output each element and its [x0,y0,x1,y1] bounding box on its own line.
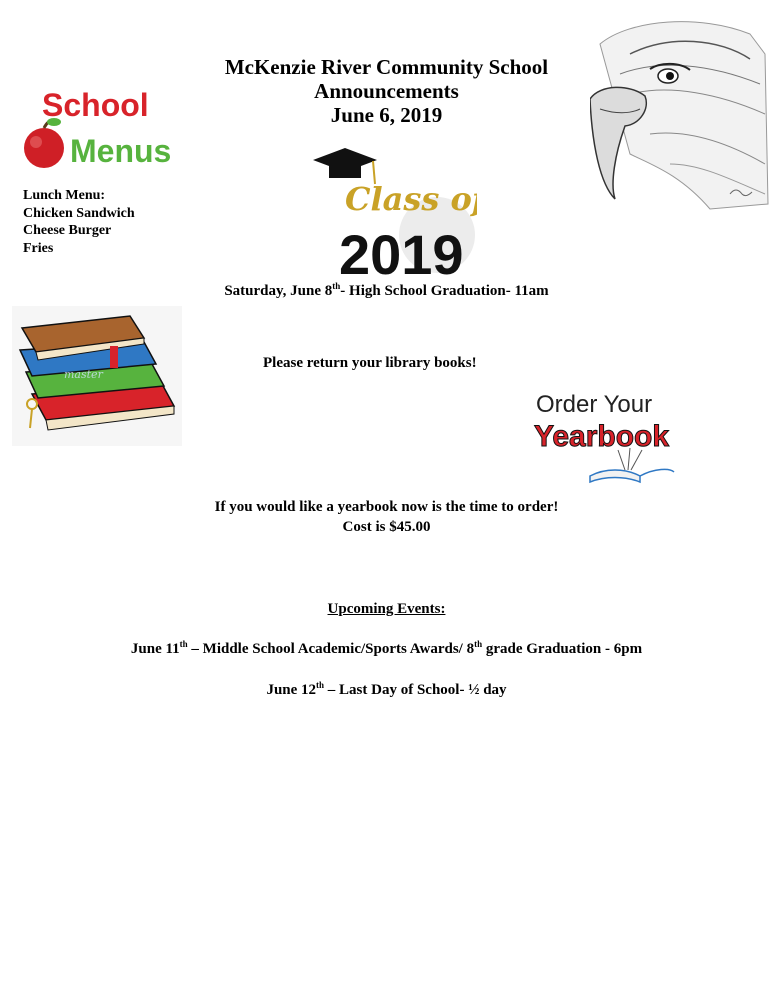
class-of-2019-logo [287,140,477,280]
eagle-sketch-image [590,14,770,214]
yearbook-cost: Cost is $45.00 [342,519,431,535]
lunch-item: Fries [23,240,54,256]
upcoming-events-heading: Upcoming Events: [327,601,446,617]
books-clipart [12,306,182,446]
lunch-menu-heading: Lunch Menu: [23,188,106,203]
order-yearbook-logo [530,386,675,486]
order-your-text: Order Your [536,391,653,418]
event-item: June 12th – Last Day of School- ½ day [266,680,507,698]
school-menus-logo [22,84,202,174]
announcements-heading: Announcements [314,79,459,103]
class-year: 2019 [339,223,464,280]
lunch-menu [23,187,135,257]
yearbook-order-message: If you would like a yearbook now is the time to order! [214,499,559,515]
lunch-item: Chicken Sandwich [23,205,135,221]
lunch-item: Cheese Burger [23,223,112,238]
yearbook-text: Yearbook [534,420,670,453]
graduation-announcement: Saturday, June 8th- High School Graduation- 11am [224,281,549,299]
announcement-date: June 6, 2019 [330,103,443,127]
menus-word: Menus [70,133,172,169]
library-reminder: Please return your library books! [263,355,477,371]
book-label: master [64,368,103,381]
event-item: June 11th – Middle School Academic/Sports Awards/ 8th grade Graduation - 6pm [130,639,643,657]
class-of-script: Class of [345,180,477,218]
school-name: McKenzie River Community School [224,55,549,79]
school-word: School [42,87,149,123]
